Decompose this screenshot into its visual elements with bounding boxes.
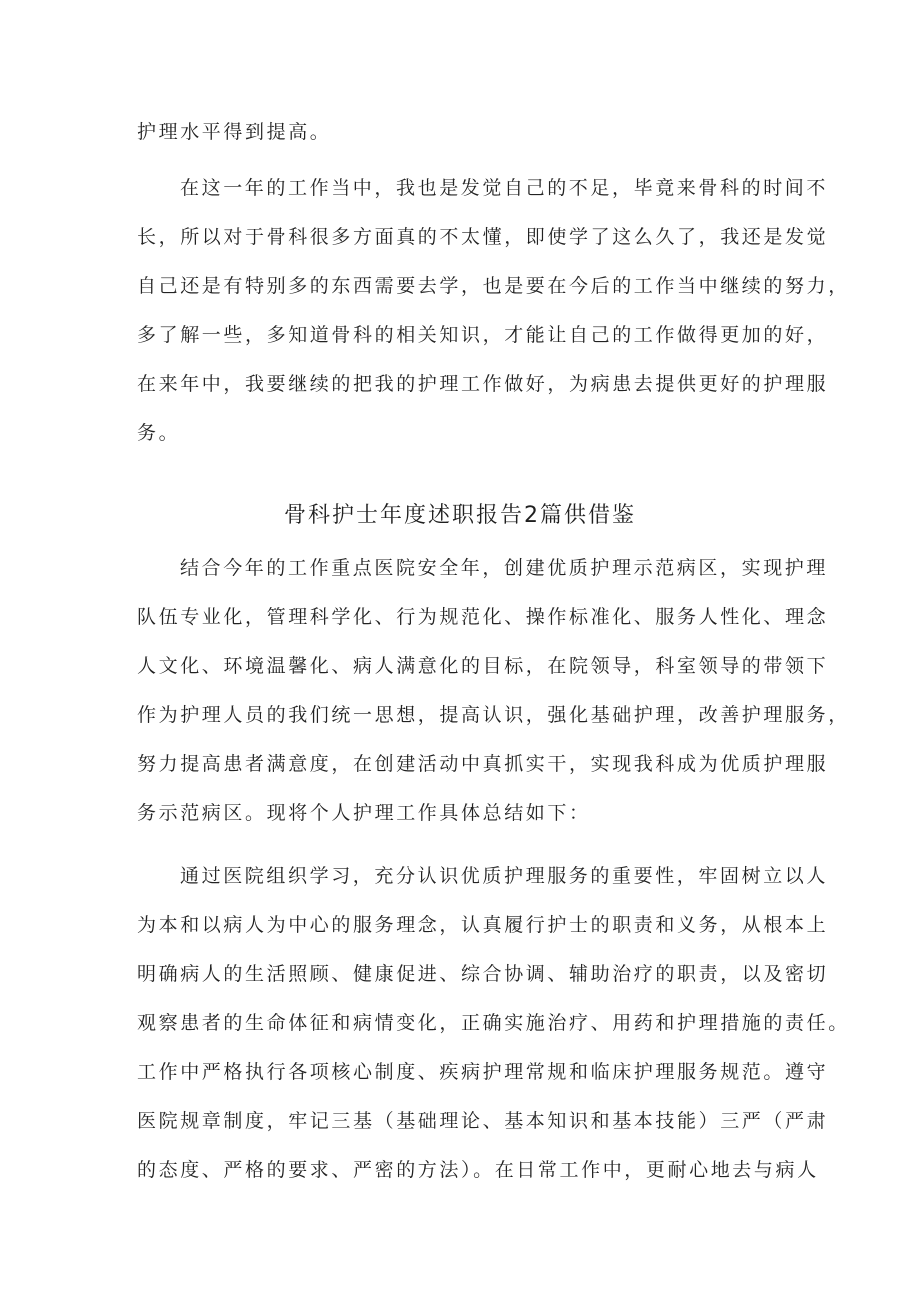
paragraph-4-line-1: 通过医院组织学习，充分认识优质护理服务的重要性，牢固树立以人 <box>180 865 829 887</box>
paragraph-2-line-1: 在这一年的工作当中，我也是发觉自己的不足，毕竟来骨科的时间不 <box>180 177 829 199</box>
paragraph-4-line-5: 工作中严格执行各项核心制度、疾病护理常规和临床护理服务规范。遵守 <box>137 1061 829 1083</box>
paragraph-3-line-2: 队伍专业化，管理科学化、行为规范化、操作标准化、服务人性化、理念 <box>137 606 829 628</box>
paragraph-2-line-3: 自己还是有特别多的东西需要去学，也是要在今后的工作当中继续的努力， <box>137 275 850 297</box>
paragraph-2-line-4: 多了解一些，多知道骨科的相关知识，才能让自己的工作做得更加的好， <box>137 324 829 346</box>
paragraph-3-line-1: 结合今年的工作重点医院安全年，创建优质护理示范病区，实现护理 <box>180 557 829 579</box>
paragraph-1-line-1: 护理水平得到提高。 <box>137 121 332 143</box>
paragraph-3-line-4: 作为护理人员的我们统一思想，提高认识，强化基础护理，改善护理服务， <box>137 704 850 726</box>
paragraph-2-line-2: 长，所以对于骨科很多方面真的不太懂，即使学了这么久了，我还是发觉 <box>137 226 829 248</box>
paragraph-2-line-5: 在来年中，我要继续的把我的护理工作做好，为病患去提供更好的护理服 <box>137 373 829 395</box>
paragraph-4-line-3: 明确病人的生活照顾、健康促进、综合协调、辅助治疗的职责，以及密切 <box>137 963 829 985</box>
paragraph-2-line-6: 务。 <box>137 422 181 444</box>
paragraph-3-line-6: 务示范病区。现将个人护理工作具体总结如下： <box>137 802 591 824</box>
section-title: 骨科护士年度述职报告2篇供借鉴 <box>284 503 636 528</box>
paragraph-3-line-3: 人文化、环境温馨化、病人满意化的目标，在院领导，科室领导的带领下 <box>137 655 829 677</box>
paragraph-4-line-4: 观察患者的生命体征和病情变化，正确实施治疗、用药和护理措施的责任。 <box>137 1012 850 1034</box>
paragraph-4-line-2: 为本和以病人为中心的服务理念，认真履行护士的职责和义务，从根本上 <box>137 914 829 936</box>
paragraph-4-line-6: 医院规章制度，牢记三基（基础理论、基本知识和基本技能）三严（严肃 <box>137 1110 829 1132</box>
paragraph-3-line-5: 努力提高患者满意度，在创建活动中真抓实干，实现我科成为优质护理服 <box>137 753 829 775</box>
paragraph-4-line-7: 的态度、严格的要求、严密的方法）。在日常工作中，更耐心地去与病人 <box>137 1159 819 1181</box>
